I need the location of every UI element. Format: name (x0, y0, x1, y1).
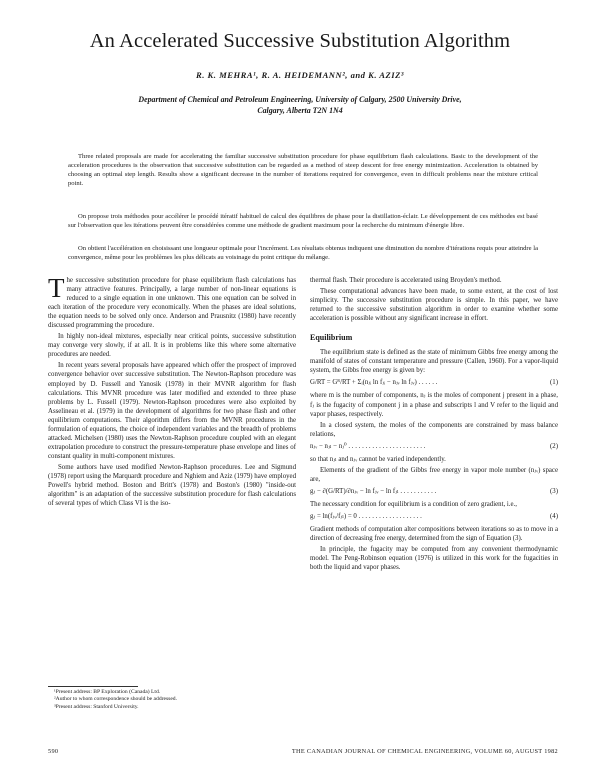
equation-1-body: G/RT = Gᴿ/RT + Σᵢ(nⱼᵢ ln fⱼᵢ − nⱼᵥ ln fⱼᵥ) . . . . . . (310, 379, 438, 387)
paragraph: These computational advances have been made, to some extent, at the cost of lost simplicity. The successive substitution procedure is simple. In this paper, we have returned to the successive substitution algorithm in order to examine whether some acceleration is possible without any significant increase in effort. (310, 288, 558, 323)
section-heading-equilibrium: Equilibrium (310, 333, 353, 343)
paragraph: thermal flash. Their procedure is accelerated using Broyden's method. (310, 277, 502, 284)
equation-3 (310, 487, 558, 496)
left-column (48, 273, 296, 510)
drop-cap: T (48, 273, 65, 303)
footnote-3: ³Present address: Stanford University. (54, 703, 139, 710)
author-list: R. K. MEHRA¹, R. A. HEIDEMANN², and K. AZIZ³ (196, 70, 404, 80)
paragraph: Gradient methods of computation alter compositions between iterations so as to move in a direction of decreasing free energy, determined from the sign of Equation (3). (310, 526, 558, 543)
right-column (310, 276, 558, 574)
equation-2-number: (2) (550, 442, 558, 450)
equation-3-number: (3) (550, 487, 558, 495)
paragraph: In a closed system, the moles of the components are constrained by mass balance relations, (310, 421, 558, 438)
equation-4 (310, 512, 558, 521)
paragraph: The necessary condition for equilibrium is a condition of zero gradient, i.e., (310, 500, 517, 508)
paragraph: In principle, the fugacity may be computed from any convenient thermodynamic model. The Peng-Robinson equation (1976) is utilized in this work for the fugacities in both the liquid and vapor phases. (310, 546, 558, 572)
affiliation-line-2: Calgary, Alberta T2N 1N4 (257, 106, 343, 115)
footnotes (48, 689, 288, 711)
intro-paragraph (48, 273, 296, 330)
equation-4-body: gⱼ = ln(fⱼᵥ/fⱼₗ) = 0 . . . . . . . . . . . . . . . . . . . (310, 512, 422, 520)
paragraph: Elements of the gradient of the Gibbs free energy in vapor mole number (nⱼᵥ) space are, (310, 466, 558, 483)
paragraph: Some authors have used modified Newton-Raphson procedures. Lee and Sigmund (1978) report using the Marquardt procedure and Nghiem and Aziz (1979) have employed Powell's hybrid method. Boston and Britt's (1978) and Boston's (1980) "inside-out algorithm" is an adaptation of the successive substitution procedure for flash calculations of several types of which Class VI is the iso- (48, 463, 296, 508)
abstract-french-2: On obtient l'accélération en choisissant une longueur optimale pour l'incrément. Les résultats obtenus indiquent une diminution du nombre d'itérations requis pour atteindre la convergence, même pour les problèmes les plus délicats au voisinage du point critique du mélange. (68, 245, 538, 262)
journal-name: THE CANADIAN JOURNAL OF CHEMICAL ENGINEERING, VOLUME 60, AUGUST 1982 (291, 748, 558, 755)
footnote-2: ²Author to whom correspondence should be addressed. (54, 696, 177, 703)
footnote-1: ¹Present address: BP Exploration (Canada) Ltd. (54, 689, 161, 695)
page-footer (48, 748, 558, 755)
paragraph: so that nⱼₗ and nⱼᵥ cannot be varied independently. (310, 455, 446, 463)
affiliation (40, 94, 560, 116)
paragraph: The equilibrium state is defined as the state of minimum Gibbs free energy among the manifold of states of constant temperature and pressure (Callen, 1960). For a vapor-liquid system, the Gibbs free energy is given by: (310, 349, 558, 375)
abstract-french-1: On propose trois méthodes pour accélérer le procédé itératif habituel de calcul des équilibres de phase pour la distillation-éclair. Le développement de ces méthodes est basé sur l'observation que les itérations peuvent être considérées comme une méthode de gradient maximum pour la recherche du minimum d'énergie libre. (68, 213, 538, 230)
paragraph: where m is the number of components, nⱼ is the moles of component j present in a phase, fⱼ is the fugacity of component j in a phase and subscripts l and V refer to the liquid and vapor phases, respectively. (310, 392, 558, 418)
equation-4-number: (4) (550, 512, 558, 520)
equation-1 (310, 378, 558, 387)
footnote-divider (48, 686, 138, 687)
paragraph: In recent years several proposals have appeared which offer the prospect of improved convergence behavior over successive substitution. The Newton-Raphson procedure was employed by D. Fussell and Yanosik (1978) in their MVNR algorithm for flash calculations. This MVNR procedure was later modified and extended to three phase problems by L. Fussell (1979). Newton-Raphson procedures were also exploited by Asselineau et al. (1979) in the development of algorithms for two phase flash and other equilibrium computations. Their algorithm differs from the MVNR procedures in the formulation of equations, the choice of independent variables and the breadth of problems attacked. Michelsen (1980) uses the Newton-Raphson procedure coupled with an elegant extrapolation procedure to construct the pressure-temperature phase envelope and lines of constant quality in multi-component mixtures. (48, 362, 296, 460)
equation-3-body: gⱼ − ∂(G/RT)/∂nⱼᵥ − ln fⱼᵥ − ln fⱼₗ . . . . . . . . . . . (310, 487, 437, 495)
equation-2 (310, 442, 558, 451)
paragraph: In highly non-ideal mixtures, especially near critical points, successive substitution may converge very slowly, if at all. It is in problems like this where some alternative procedures are needed. (48, 333, 296, 359)
affiliation-line-1: Department of Chemical and Petroleum Engineering, University of Calgary, 2500 University Drive, (138, 95, 462, 104)
abstract-english: Three related proposals are made for accelerating the familiar successive substitution procedure for phase equilibrium flash calculations. Basic to the development of the acceleration procedures is the observation that successive substitution can be regarded as a method of steep descent for free energy minimization. Acceleration is obtained by choosing an optimal step length. Results show a significant decrease in the number of iterations required for convergence, even in difficult problems near the mixture critical point. (68, 153, 538, 188)
page-number: 590 (48, 748, 59, 755)
equation-2-body: nⱼᵥ − nⱼₗ − nⱼ⁰ . . . . . . . . . . . . . . . . . . . . . . . (310, 442, 426, 450)
paper-title: An Accelerated Successive Substitution Algorithm (89, 30, 511, 52)
intro-text: he successive substitution procedure for phase equilibrium flash calculations has many attractive features. Principally, a large number of non-linear equations is reduced to a single equation in one unknown. This one equation can be solved in each iteration of the procedure very economically. When the phases are ideal solutions, the equation needs to be solved only once. Anderson and Prausnitz (1980) have recently discussed programming the procedure. (48, 277, 296, 330)
equation-1-number: (1) (550, 379, 558, 387)
